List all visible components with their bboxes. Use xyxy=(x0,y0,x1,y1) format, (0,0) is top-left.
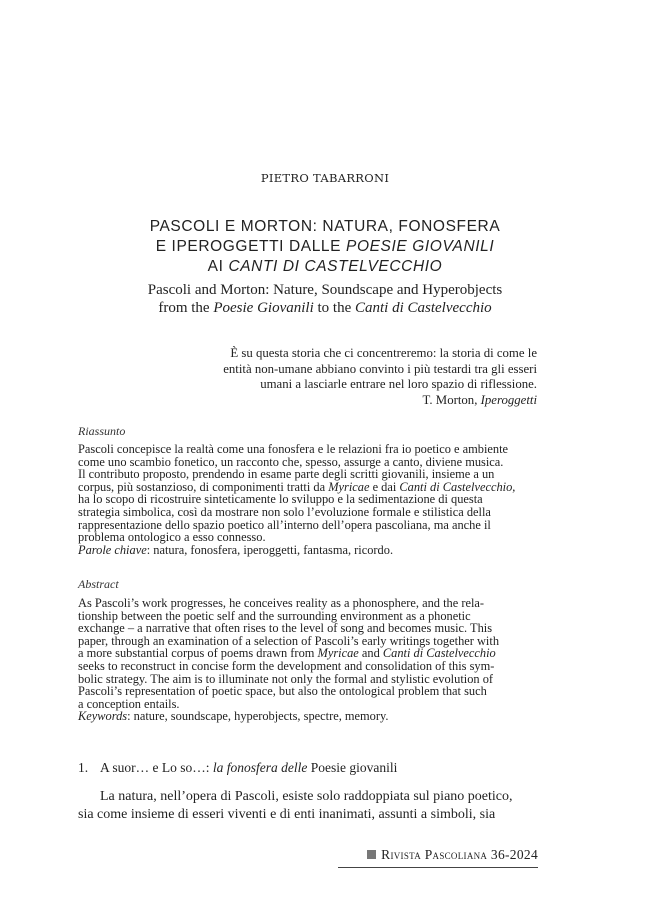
abstract-line: paper, through an examination of a selection of Pascoli’s early writings together with xyxy=(78,633,500,648)
riassunto-keywords-label: Parole chiave xyxy=(78,542,147,557)
journal-footer xyxy=(338,847,538,863)
epigraph-line-2: entità non-umane abbiano convinto i più testardi tra gli esseri xyxy=(223,361,537,376)
section-title-italic: la fonosfera delle xyxy=(212,760,308,775)
section-title-c: Poesie giovanili xyxy=(307,760,398,775)
abstract-keywords xyxy=(78,710,538,723)
title-it-line-2-text: E IPEROGGETTI DALLE xyxy=(155,238,346,255)
title-en-text-a: from the xyxy=(158,300,214,316)
title-en-italic-d: Canti di Castelvecchio xyxy=(355,300,492,316)
riassunto-line: Pascoli concepisce la realtà come una fonosfera e le relazioni fra io poetico e ambiente xyxy=(78,442,509,456)
riassunto-line: Il contributo proposto, prendendo in esame parte degli scritti giovanili, insieme a un xyxy=(78,467,495,482)
epigraph xyxy=(180,346,537,408)
riassunto-line-4-mid: e dai xyxy=(369,479,400,494)
epigraph-author: T. Morton, xyxy=(422,392,481,407)
riassunto-body xyxy=(78,443,538,556)
title-it-line-2 xyxy=(60,237,590,257)
title-it-line-3 xyxy=(60,257,590,277)
abstract-line-5-italic-2: Canti di Castelvecchio xyxy=(382,646,496,661)
title-en-text-c: to the xyxy=(313,300,355,316)
abstract-keywords-label: Keywords xyxy=(78,709,128,724)
abstract-line: seeks to reconstruct in concise form the development and consolidation of this sym- xyxy=(78,658,495,673)
riassunto-line: rappresentazione dello spazio poetico all’interno dell’opera pascoliana, ma anche il xyxy=(78,517,491,532)
abstract-line-5-text: a more substantial corpus of poems drawn from xyxy=(78,646,318,661)
title-en-line-2 xyxy=(60,299,590,317)
epigraph-line-1: È su questa storia che ci concentreremo: la storia di come le xyxy=(230,346,537,360)
abstract-line: tionship between the poetic self and the surrounding environment as a phonetic xyxy=(78,608,471,623)
body-paragraph xyxy=(78,788,538,823)
abstract-line: Pascoli’s representation of poetic space, but also the ontological problem that such xyxy=(78,684,487,699)
article-title-italian xyxy=(60,217,590,277)
journal-name: Rivista Pascoliana 36-2024 xyxy=(381,847,538,862)
section-number: 1. xyxy=(78,760,89,775)
abstract-line-5-italic-1: Myricae xyxy=(317,646,359,661)
abstract-body xyxy=(78,597,538,723)
title-it-line-3-text: AI xyxy=(207,258,229,275)
riassunto-line: strategia simbolica, così da mostrare non solo l’evoluzione formale e stilistica della xyxy=(78,504,491,519)
section-title-a: A suor… e Lo so…: xyxy=(100,760,213,775)
abstract-line: bolic strategy. The aim is to illuminate not only the formal and stylistic evolution of xyxy=(78,671,494,686)
author-name: PIETRO TABARRONI xyxy=(260,171,390,185)
title-it-line-3-italic: CANTI DI CASTELVECCHIO xyxy=(228,258,443,275)
riassunto-label: Riassunto xyxy=(78,424,126,438)
square-bullet-icon xyxy=(367,850,376,859)
abstract-label: Abstract xyxy=(78,577,119,591)
riassunto-line-4-text: corpus, più sostanzioso, di componimenti tratti da xyxy=(78,479,329,494)
riassunto-line: ha lo scopo di ricostruire sinteticamente lo sviluppo e la sedimentazione di questa xyxy=(78,492,483,507)
footer-rule xyxy=(338,867,538,868)
paragraph-line-2: sia come insieme di esseri viventi e di enti inanimati, assunti a simboli, sia xyxy=(78,806,496,822)
abstract-line: As Pascoli’s work progresses, he conceives reality as a phonosphere, and the rela- xyxy=(78,596,485,610)
article-title-english xyxy=(60,281,590,317)
title-en-italic-b: Poesie Giovanili xyxy=(213,300,314,316)
paragraph-line-1: La natura, nell’opera di Pascoli, esiste solo raddoppiata sul piano poetico, xyxy=(100,789,513,804)
riassunto-line: come uno scambio fonetico, un racconto che, spesso, assurge a canto, diviene musica. xyxy=(78,454,504,469)
epigraph-line-3: umani a lasciarle entrare nel loro spazio di riflessione. xyxy=(260,377,537,391)
abstract-keywords-text: : nature, soundscape, hyperobjects, spectre, memory. xyxy=(127,709,389,724)
riassunto-keywords xyxy=(78,544,538,557)
riassunto-line: problema ontologico a esso connesso. xyxy=(78,530,266,545)
riassunto-keywords-text: : natura, fonosfera, iperoggetti, fantasma, ricordo. xyxy=(146,542,394,557)
abstract-line: exchange – a narrative that often rises to the level of song and becomes music. This xyxy=(78,621,493,636)
riassunto-line-4-italic-1: Myricae xyxy=(328,479,370,494)
abstract-line: a conception entails. xyxy=(78,696,180,711)
epigraph-source: Iperoggetti xyxy=(480,392,537,407)
title-it-line-2-italic: POESIE GIOVANILI xyxy=(346,238,495,255)
riassunto-line-4-italic-2: Canti di Castelvecchio, xyxy=(399,479,516,494)
abstract-line-5-mid: and xyxy=(358,646,383,661)
epigraph-attribution xyxy=(180,393,537,409)
section-heading xyxy=(78,760,538,776)
title-en-line-1: Pascoli and Morton: Nature, Soundscape and Hyperobjects xyxy=(147,282,503,298)
title-it-line-1: PASCOLI E MORTON: NATURA, FONOSFERA xyxy=(149,218,501,235)
